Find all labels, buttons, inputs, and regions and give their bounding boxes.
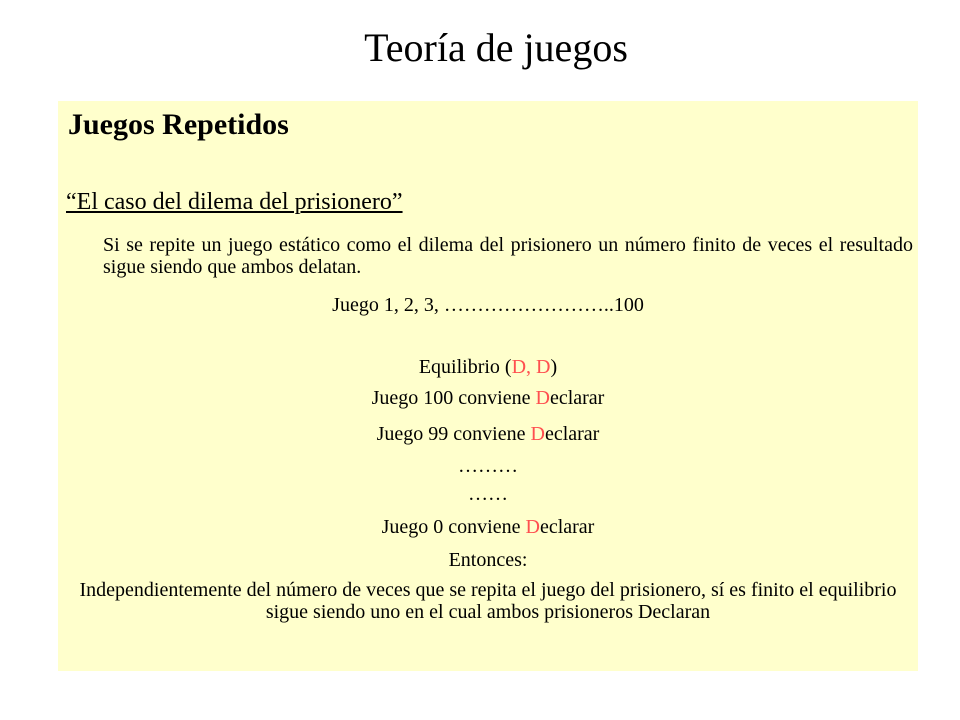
- step-suffix: eclarar: [544, 423, 600, 445]
- ellipsis-line: ……: [468, 483, 508, 505]
- ellipsis-line: ………: [458, 455, 518, 477]
- step-suffix: eclarar: [549, 387, 605, 409]
- step-line: [58, 421, 918, 447]
- intro-paragraph: Si se repite un juego estático como el dilema del prisionero un número finito de veces el resultado sigue siendo que ambos delatan.: [103, 234, 913, 278]
- content-panel: [58, 101, 918, 671]
- equilibrium-prefix: Equilibrio (: [418, 356, 512, 378]
- equilibrium-suffix: ): [550, 356, 558, 378]
- step-suffix: eclarar: [539, 516, 595, 538]
- entonces-line: Entonces:: [448, 549, 528, 571]
- step-highlight: D: [535, 387, 550, 409]
- equilibrium-line: [58, 354, 918, 380]
- slide-title: Teoría de juegos: [364, 25, 628, 70]
- step-prefix: Juego 0 conviene: [381, 516, 526, 538]
- step-highlight: D: [525, 516, 540, 538]
- section-heading: Juegos Repetidos: [68, 108, 289, 141]
- step-line: [58, 385, 918, 411]
- step-prefix: Juego 99 conviene: [376, 423, 531, 445]
- conclusion-paragraph: Independientemente del número de veces que se repita el juego del prisionero, sí es finito el equilibrio sigue siendo uno en el cual ambos prisioneros Declaran: [79, 579, 897, 623]
- step-prefix: Juego 100 conviene: [371, 387, 536, 409]
- step-line: [58, 514, 918, 540]
- case-title: “El caso del dilema del prisionero”: [66, 189, 403, 215]
- step-highlight: D: [530, 423, 545, 445]
- equilibrium-value: D, D: [511, 356, 551, 378]
- sequence-line: Juego 1, 2, 3, ……………………..100: [332, 294, 644, 316]
